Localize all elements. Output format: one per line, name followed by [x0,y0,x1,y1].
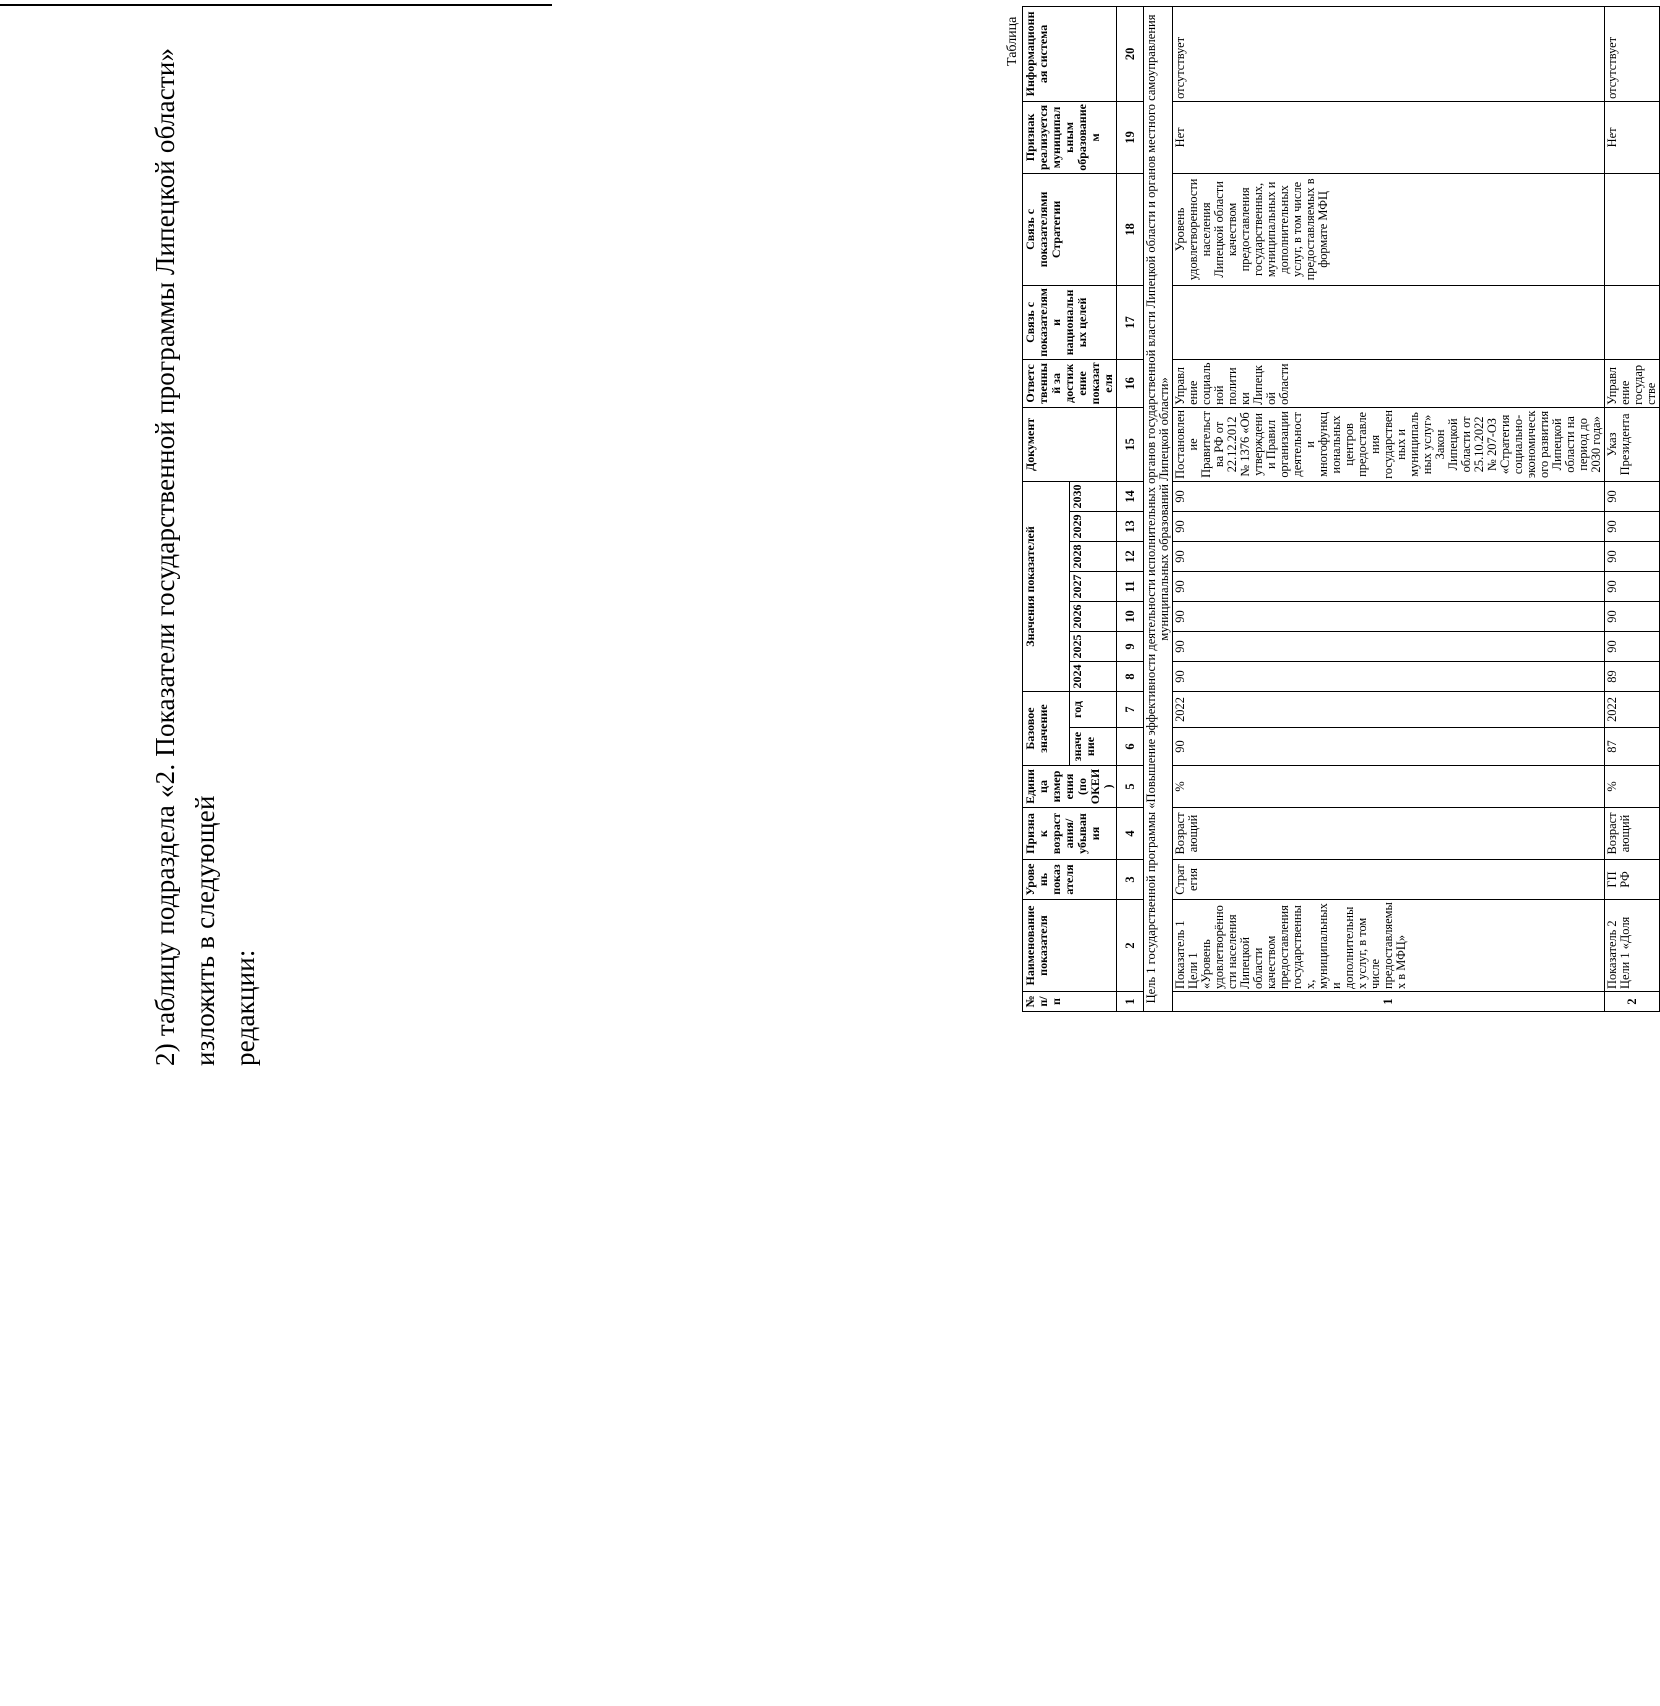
column-number: 13 [1117,512,1144,542]
value-cell: 89 [1605,662,1660,692]
document-cell: Указ Президента [1605,407,1660,481]
goal-text: Цель 1 государственной программы «Повышение эффективности деятельности исполнительных органов государственной власти Липецкой области и органов местного самоуправления муниципальных образований Липецкой области» [1144,6,1173,1011]
indicator-trend: Возрастающий [1605,808,1660,860]
header-strategy: Связь с показателями Стратегии [1023,173,1117,285]
header-year: 2026 [1070,602,1117,632]
value-cell: 90 [1173,481,1605,511]
header-level: Уровень показателя [1023,860,1117,900]
column-number: 15 [1117,407,1144,481]
value-cell: 90 [1173,512,1605,542]
table-caption: Таблица [1005,16,1020,66]
header-year: 2028 [1070,542,1117,572]
value-cell: 90 [1605,602,1660,632]
indicator-level: Стратегия [1173,860,1605,900]
column-number: 5 [1117,766,1144,808]
row-number: 1 [1173,992,1605,1012]
indicators-table-wrap [1022,7,1660,1012]
responsible-cell: Управление государстве [1605,359,1660,407]
header-trend: Признак возрастания/ убывания [1023,808,1117,860]
indicator-trend: Возрастающий [1173,808,1605,860]
strategy-cell [1605,173,1660,285]
header-number: № п/п [1023,992,1117,1012]
indicator-name: Показатель 2 Цели 1 «Доля [1605,900,1660,992]
base-value: 90 [1173,728,1605,766]
column-number: 2 [1117,900,1144,992]
column-number: 20 [1117,6,1144,101]
column-number: 11 [1117,572,1144,602]
header-base-value: значение [1070,728,1117,766]
column-number: 18 [1117,173,1144,285]
value-cell: 90 [1605,512,1660,542]
header-values: Значения показателей [1023,481,1070,691]
column-number: 17 [1117,285,1144,359]
header-year: 2030 [1070,481,1117,511]
column-number: 1 [1117,992,1144,1012]
indicator-unit: % [1173,766,1605,808]
column-number: 6 [1117,728,1144,766]
column-number: 8 [1117,662,1144,692]
value-cell: 90 [1173,632,1605,662]
value-cell: 90 [1605,632,1660,662]
national-goals-cell [1605,285,1660,359]
header-name: Наименование показателя [1023,900,1117,992]
value-cell: 90 [1605,542,1660,572]
national-goals-cell [1173,285,1605,359]
value-cell: 90 [1173,602,1605,632]
header-base-year: год [1070,692,1117,728]
infosystem-cell: отсутствует [1173,6,1605,101]
column-numbers-row [1117,6,1144,1011]
column-number: 10 [1117,602,1144,632]
indicator-name: Показатель 1 Цели 1 «Уровень удовлетворённости населения Липецкой области качеством предоставления государственных, муниципальных и дополнительных услуг, в том числе предоставляемых в МФЦ» [1173,900,1605,992]
column-number: 7 [1117,692,1144,728]
goal-row [1144,6,1173,1011]
value-cell: 90 [1173,572,1605,602]
table-row [1605,6,1660,1011]
column-number: 12 [1117,542,1144,572]
base-value: 87 [1605,728,1660,766]
responsible-cell: Управление социальной политики Липецкой области [1173,359,1605,407]
infosystem-cell: отсутствует [1605,6,1660,101]
column-number: 3 [1117,860,1144,900]
table-row [1173,6,1605,1011]
column-number: 9 [1117,632,1144,662]
header-national-goals: Связь с показателями национальных целей [1023,285,1117,359]
intro-line-2: редакции: [230,949,260,1066]
base-year: 2022 [1173,692,1605,728]
column-number: 4 [1117,808,1144,860]
row-number: 2 [1605,992,1660,1012]
header-year: 2024 [1070,662,1117,692]
header-unit: Единица измерения (по ОКЕИ) [1023,766,1117,808]
column-number: 14 [1117,481,1144,511]
municipal-cell: Нет [1605,101,1660,173]
header-base: Базовое значение [1023,692,1070,766]
document-cell: Постановление Правительства РФ от 22.12.2012 № 1376 «Об утверждении Правил организации деятельности многофункциональных центров предоставления государственных и муниципальных услуг» Закон Липецкой области от 25.10.2022 № 207-ОЗ «Стратегия социально-экономического развития Липецкой области на период до 2030 года» [1173,407,1605,481]
header-document: Документ [1023,407,1117,481]
header-row-1 [1023,6,1070,1011]
value-cell: 90 [1605,572,1660,602]
value-cell: 90 [1173,662,1605,692]
value-cell: 90 [1605,481,1660,511]
municipal-cell: Нет [1173,101,1605,173]
value-cell: 90 [1173,542,1605,572]
header-municipal: Признак реализуется муниципальным образованием [1023,101,1117,173]
header-year: 2029 [1070,512,1117,542]
indicator-unit: % [1605,766,1660,808]
strategy-cell: Уровень удовлетворенности населения Липецкой области качеством предоставления государственных, муниципальных и дополнительных услуг, в том числе предоставляемых в формате МФЦ [1173,173,1605,285]
header-infosystem: Информационная система [1023,6,1117,101]
header-responsible: Ответственный за достижение показателя [1023,359,1117,407]
header-year: 2025 [1070,632,1117,662]
base-year: 2022 [1605,692,1660,728]
indicators-table [1022,6,1660,1012]
header-year: 2027 [1070,572,1117,602]
column-number: 19 [1117,101,1144,173]
intro-paragraph [145,6,265,1066]
column-number: 16 [1117,359,1144,407]
indicator-level: ГП РФ [1605,860,1660,900]
intro-line-1: 2) таблицу подраздела «2. Показатели государственной программы Липецкой области» изложить в следующей [150,47,220,1066]
